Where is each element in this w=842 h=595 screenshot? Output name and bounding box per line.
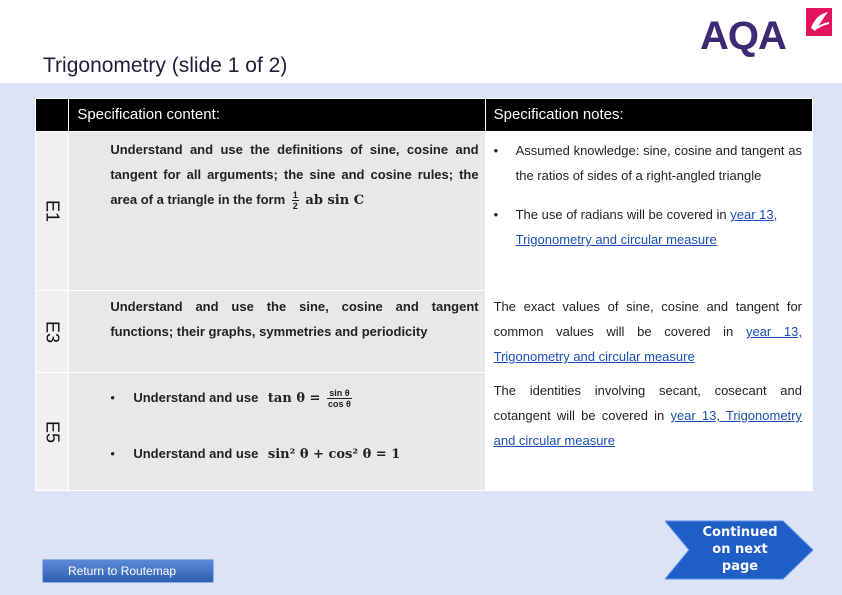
page-title: Trigonometry (slide 1 of 2) xyxy=(43,54,288,77)
row-code: E5 xyxy=(42,420,63,443)
aqa-logo xyxy=(700,8,835,58)
note-text: The use of radians will be covered in xyxy=(515,207,727,222)
next-button-label xyxy=(693,524,787,575)
next-label-line: page xyxy=(721,559,759,574)
return-to-routemap-button[interactable] xyxy=(42,559,214,583)
bullet-text: Understand and use xyxy=(133,446,259,461)
year13-trig-link[interactable]: year 13, Trigonometry and circular measure xyxy=(515,207,778,247)
identity-bullet xyxy=(69,411,484,467)
note-text: Assumed knowledge: sine, cosine and tangent as the ratios of sides of a right-angled triangle xyxy=(515,143,802,183)
row-code-cell xyxy=(36,132,69,291)
row-code: E1 xyxy=(42,199,63,223)
content-line: Understand and use the definitions of sine, cosine and tangent for all arguments; the sine and cosine rules; the area of a triangle in the form xyxy=(110,142,479,207)
note-text: The exact values of sine, cosine and tangent for common values will be covered in xyxy=(493,299,802,339)
note-bullet xyxy=(494,138,802,188)
content-text xyxy=(69,132,484,213)
row-notes-cell xyxy=(485,291,812,373)
spec-content-header: Specification content: xyxy=(77,106,220,123)
row-notes-cell xyxy=(485,132,812,291)
note-bullet xyxy=(494,202,802,252)
row-content-cell xyxy=(69,132,485,291)
fraction-numerator: sin θ xyxy=(327,388,352,399)
return-button-label: Return to Routemap xyxy=(68,564,177,578)
row-notes-cell xyxy=(485,373,812,491)
logo-mark-icon xyxy=(806,8,832,36)
table-row xyxy=(36,291,813,373)
header-notes-cell xyxy=(485,99,812,132)
row-content-cell xyxy=(69,373,485,491)
bullet-dot: • xyxy=(110,390,115,405)
table-row xyxy=(36,373,813,491)
next-label-line: Continued xyxy=(702,525,778,540)
continued-next-page-button[interactable] xyxy=(665,519,815,581)
header-content-cell xyxy=(69,99,485,132)
row-code-cell xyxy=(36,373,69,491)
pythagorean-identity: sin² θ + cos² θ = 1 xyxy=(267,447,401,462)
next-label-line: on next xyxy=(712,542,768,557)
logo-text: AQA xyxy=(700,14,786,58)
content-text: Understand and use the sine, cosine and tangent functions; their graphs, symmetries and periodicity xyxy=(110,299,479,339)
tan-identity-lhs: tan θ = xyxy=(267,391,321,406)
specification-table xyxy=(35,98,813,491)
top-banner xyxy=(0,0,842,83)
math-expression: ab sin C xyxy=(305,193,365,208)
row-code: E3 xyxy=(42,320,63,343)
identity-bullet xyxy=(69,373,484,411)
row-code-cell xyxy=(36,291,69,373)
fraction-numerator: 1 xyxy=(292,190,298,201)
note-text: The identities involving secant, cosecant and cotangent will be covered in xyxy=(493,383,802,423)
spec-notes-header: Specification notes: xyxy=(493,106,624,123)
fraction xyxy=(327,388,352,409)
note-text-block xyxy=(486,291,812,369)
fraction xyxy=(292,190,299,211)
header-code-cell xyxy=(36,99,69,132)
row-content-cell xyxy=(69,291,485,373)
fraction-denominator: 2 xyxy=(292,201,298,212)
bullet-dot: • xyxy=(110,446,115,461)
note-text-block xyxy=(486,373,812,453)
year13-trig-link[interactable]: year 13, Trigonometry and circular measure xyxy=(493,324,802,364)
year13-trig-link[interactable]: year 13, Trigonometry and circular measure xyxy=(493,408,802,448)
bullet-text: Understand and use xyxy=(133,390,259,405)
table-row xyxy=(36,132,813,291)
fraction-denominator: cos θ xyxy=(328,399,351,410)
